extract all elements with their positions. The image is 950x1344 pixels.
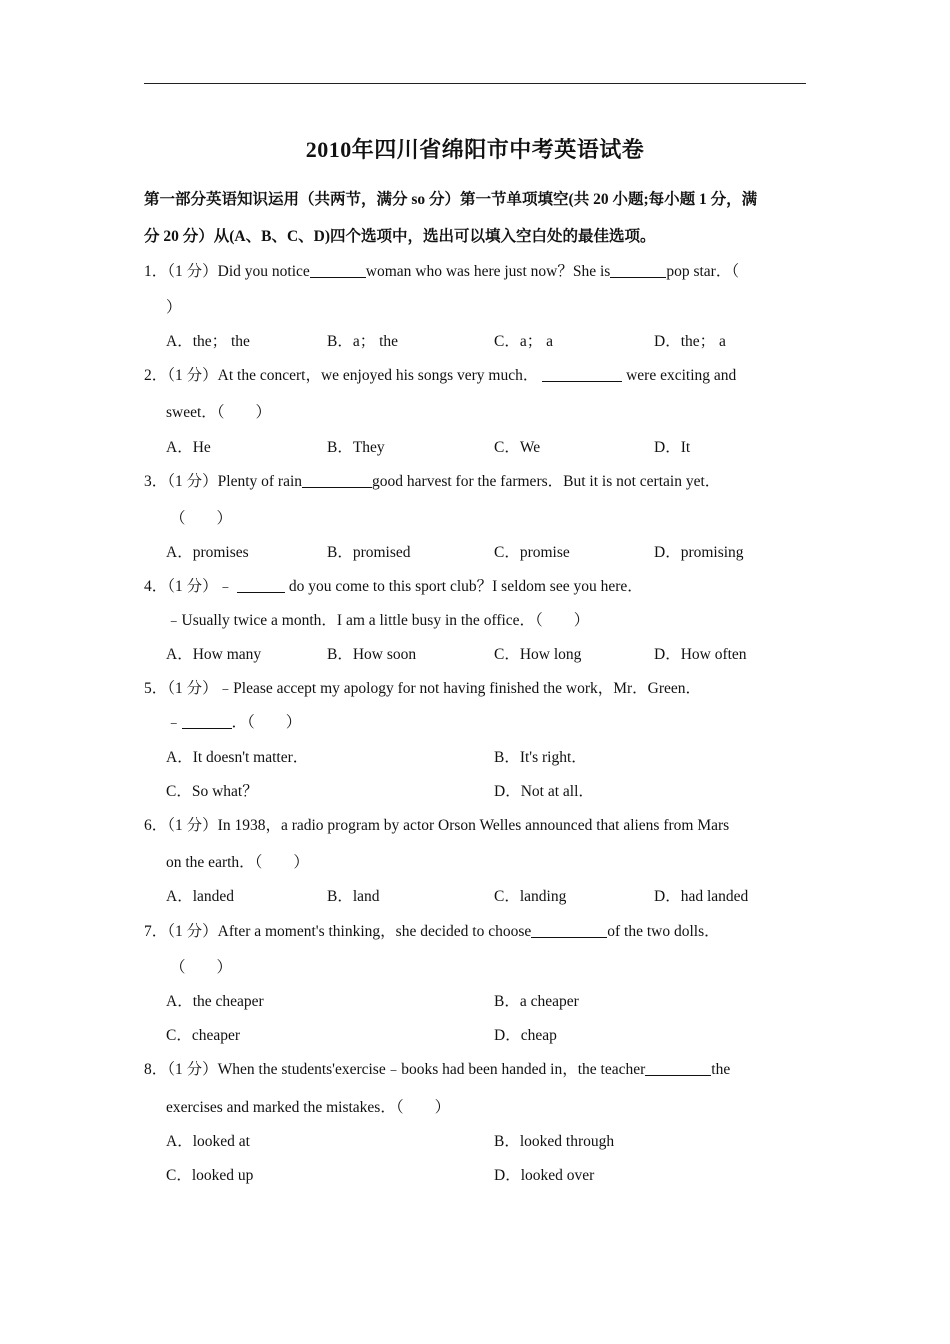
answer-blank xyxy=(237,578,285,593)
question-5-option-c: C．So what？ xyxy=(166,783,258,800)
question-8-option-a: A．looked at xyxy=(166,1133,250,1150)
question-6-option-d: D．had landed xyxy=(654,888,749,905)
question-2-option-d: D．It xyxy=(654,439,691,456)
question-7-option-b: B．a cheaper xyxy=(494,993,579,1010)
question-5-option-a: A．It doesn't matter． xyxy=(166,749,309,766)
section-instructions-line-2: 分 20 分）从(A、B、C、D)四个选项中，选出可以填入空白处的最佳选项。 xyxy=(144,228,656,245)
question-3-option-d: D．promising xyxy=(654,544,744,561)
answer-blank xyxy=(610,263,666,278)
question-1: 1．（1 分）Did you notice woman who was here just now？She is pop star．（ xyxy=(144,263,740,280)
question-4-option-a: A．How many xyxy=(166,646,262,663)
question-8-option-d: D．looked over xyxy=(494,1167,595,1184)
question-3: 3．（1 分）Plenty of rain good harvest for the farmers．But it is not certain yet． xyxy=(144,473,721,490)
page-title: 2010年四川省绵阳市中考英语试卷 xyxy=(305,137,645,162)
question-5-continued: ﹣ ．（ ） xyxy=(166,714,302,731)
answer-blank xyxy=(531,923,607,938)
question-8: 8．（1 分）When the students'exercise﹣books had been handed in，the teacher the xyxy=(144,1061,731,1078)
question-5-option-d: D．Not at all． xyxy=(494,783,594,800)
question-8-option-b: B．looked through xyxy=(494,1133,615,1150)
question-1-option-a: A．the； the xyxy=(166,333,250,350)
question-3-option-c: C．promise xyxy=(494,544,570,561)
question-3-option-b: B．promised xyxy=(327,544,411,561)
question-7-option-a: A．the cheaper xyxy=(166,993,264,1010)
question-1-option-b: B．a； the xyxy=(327,333,399,350)
question-3-continued: （ ） xyxy=(170,510,233,527)
question-7-option-c: C．cheaper xyxy=(166,1027,241,1044)
question-6-option-b: B．land xyxy=(327,888,380,905)
answer-blank xyxy=(645,1061,711,1076)
answer-blank xyxy=(310,263,366,278)
answer-blank xyxy=(182,714,232,729)
question-6: 6．（1 分）In 1938，a radio program by actor Orson Welles announced that aliens from Mars xyxy=(144,817,730,834)
question-2-continued: sweet．（ ） xyxy=(166,404,272,421)
question-1-continued: ） xyxy=(166,299,182,316)
question-7-option-d: D．cheap xyxy=(494,1027,557,1044)
question-8-continued: exercises and marked the mistakes．（ ） xyxy=(166,1099,451,1116)
question-2-option-c: C．We xyxy=(494,439,541,456)
question-1-option-d: D．the； a xyxy=(654,333,726,350)
header-rule xyxy=(144,83,806,84)
section-instructions-line-1: 第一部分英语知识运用（共两节，满分 so 分）第一节单项填空(共 20 小题;每小题 1 分，满 xyxy=(144,191,758,208)
question-6-continued: on the earth．（ ） xyxy=(166,854,309,871)
question-4-option-c: C．How long xyxy=(494,646,582,663)
question-7-continued: （ ） xyxy=(170,959,233,976)
question-3-option-a: A．promises xyxy=(166,544,249,561)
question-2: 2．（1 分）At the concert，we enjoyed his songs very much． were exciting and xyxy=(144,367,737,384)
question-7: 7．（1 分）After a moment's thinking，she decided to choose of the two dolls． xyxy=(144,923,720,940)
answer-blank xyxy=(302,473,372,488)
question-5-option-b: B．It's right． xyxy=(494,749,587,766)
question-4-option-d: D．How often xyxy=(654,646,747,663)
answer-blank xyxy=(542,367,622,382)
question-4-continued: ﹣Usually twice a month．I am a little busy in the office．（ ） xyxy=(166,612,590,629)
question-4-option-b: B．How soon xyxy=(327,646,417,663)
question-2-option-b: B．They xyxy=(327,439,385,456)
question-2-option-a: A．He xyxy=(166,439,211,456)
question-8-option-c: C．looked up xyxy=(166,1167,254,1184)
question-5: 5．（1 分）﹣Please accept my apology for not having finished the work，Mr．Green． xyxy=(144,680,702,697)
question-6-option-a: A．landed xyxy=(166,888,235,905)
question-6-option-c: C．landing xyxy=(494,888,567,905)
question-4: 4．（1 分）﹣ do you come to this sport club？I seldom see you here． xyxy=(144,578,643,595)
question-1-option-c: C．a； a xyxy=(494,333,553,350)
